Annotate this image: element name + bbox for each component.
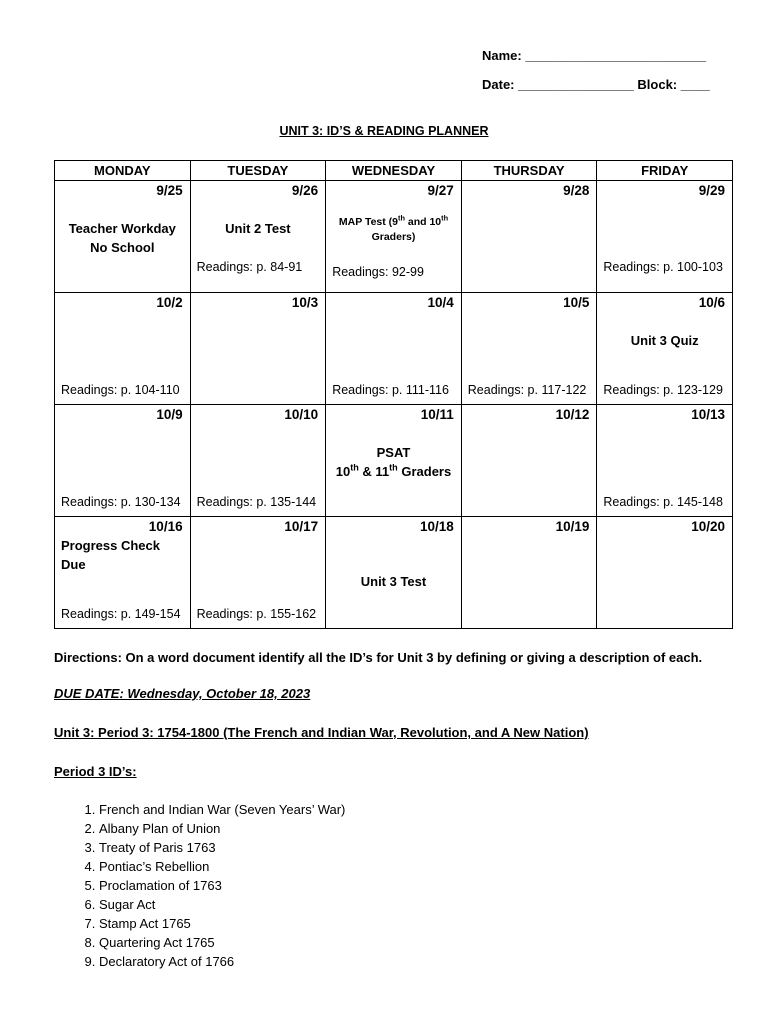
day-header-friday: FRIDAY xyxy=(597,161,733,181)
calendar-week-row xyxy=(55,405,733,517)
calendar-day-cell xyxy=(55,293,191,405)
calendar-day-cell xyxy=(597,293,733,405)
calendar-day-cell xyxy=(461,181,597,293)
list-item: 3. Treaty of Paris 1763 xyxy=(99,838,345,857)
day-event: Progress Check Due xyxy=(61,538,160,572)
calendar-day-cell xyxy=(326,181,462,293)
unit-period-heading: Unit 3: Period 3: 1754-1800 (The French and Indian War, Revolution, and A New Nation) xyxy=(54,725,589,740)
day-date: 10/4 xyxy=(427,295,454,310)
calendar-week-row xyxy=(55,181,733,293)
calendar-week-row xyxy=(55,517,733,629)
day-reading: Readings: p. 130-134 xyxy=(61,495,181,509)
day-date: 9/26 xyxy=(291,183,319,198)
calendar-day-cell xyxy=(326,517,462,629)
day-header-thursday: THURSDAY xyxy=(461,161,597,181)
calendar-day-cell xyxy=(190,181,326,293)
day-date: 10/6 xyxy=(698,295,725,310)
calendar-day-cell xyxy=(326,405,462,517)
calendar-day-cell xyxy=(190,405,326,517)
day-reading: Readings: p. 100-103 xyxy=(603,260,723,274)
event-line: No School xyxy=(90,240,155,255)
day-date: 10/17 xyxy=(284,519,319,534)
list-item: 7. Stamp Act 1765 xyxy=(99,914,345,933)
day-date: 10/2 xyxy=(156,295,183,310)
list-item: 6. Sugar Act xyxy=(99,895,345,914)
day-reading: Readings: p. 84-91 xyxy=(196,260,303,274)
event-line: Teacher Workday xyxy=(68,221,176,236)
calendar-day-cell xyxy=(55,517,191,629)
directions-text: Directions: On a word document identify all the ID’s for Unit 3 by defining or giving a description of each. xyxy=(54,650,703,665)
day-reading: Readings: p. 111-116 xyxy=(332,383,449,397)
day-event: Unit 3 Quiz xyxy=(630,333,699,348)
list-item: 5. Proclamation of 1763 xyxy=(99,876,345,895)
day-date: 9/27 xyxy=(427,183,454,198)
day-header-monday: MONDAY xyxy=(55,161,191,181)
id-list xyxy=(54,800,345,971)
list-item: 8. Quartering Act 1765 xyxy=(99,933,345,952)
calendar-day-cell xyxy=(190,517,326,629)
date-block-field-label: Date: ________________ Block: ____ xyxy=(482,77,710,92)
calendar-day-cell xyxy=(461,517,597,629)
day-reading: Readings: p. 145-148 xyxy=(603,495,723,509)
day-date: 10/12 xyxy=(555,407,590,422)
day-event: MAP Test (9th and 10th Graders) xyxy=(338,213,449,243)
list-item: 4. Pontiac’s Rebellion xyxy=(99,857,345,876)
list-item: 2. Albany Plan of Union xyxy=(99,819,345,838)
reading-calendar xyxy=(54,160,733,629)
day-reading: Readings: p. 123-129 xyxy=(603,383,723,397)
day-event: Unit 3 Test xyxy=(360,574,427,589)
day-reading: Readings: p. 135-144 xyxy=(196,495,317,509)
calendar-day-cell xyxy=(597,181,733,293)
day-event: PSAT 10th & 11th Graders xyxy=(335,445,452,479)
page-title: UNIT 3: ID’S & READING PLANNER xyxy=(279,124,489,138)
day-reading: Readings: p. 117-122 xyxy=(467,383,587,397)
day-date: 9/28 xyxy=(563,183,590,198)
day-header-tuesday: TUESDAY xyxy=(190,161,326,181)
day-reading: Readings: p. 149-154 xyxy=(61,607,181,621)
day-date: 10/3 xyxy=(291,295,319,310)
day-header-wednesday: WEDNESDAY xyxy=(326,161,462,181)
day-reading: Readings: 92-99 xyxy=(332,265,424,279)
day-event: Unit 2 Test xyxy=(225,221,291,236)
list-item: 1. French and Indian War (Seven Years’ War) xyxy=(99,800,345,819)
day-date: 9/25 xyxy=(156,183,183,198)
calendar-day-cell xyxy=(326,293,462,405)
day-date: 10/13 xyxy=(691,407,725,422)
day-date: 10/20 xyxy=(691,519,725,534)
day-date: 10/18 xyxy=(419,519,454,534)
calendar-day-cell xyxy=(597,517,733,629)
period-ids-heading: Period 3 ID’s: xyxy=(54,764,137,779)
calendar-day-cell xyxy=(597,405,733,517)
calendar-day-cell xyxy=(461,293,597,405)
day-date: 10/5 xyxy=(563,295,590,310)
day-reading: Readings: p. 104-110 xyxy=(61,383,180,397)
day-date: 9/29 xyxy=(698,183,725,198)
calendar-week-row xyxy=(55,293,733,405)
calendar-day-cell xyxy=(190,293,326,405)
list-item: 9. Declaratory Act of 1766 xyxy=(99,952,345,971)
calendar-header-row xyxy=(55,161,733,181)
day-date: 10/16 xyxy=(148,519,183,534)
calendar-day-cell xyxy=(55,181,191,293)
calendar-day-cell xyxy=(55,405,191,517)
day-date: 10/11 xyxy=(420,407,454,422)
due-date: DUE DATE: Wednesday, October 18, 2023 xyxy=(54,686,311,701)
day-event xyxy=(57,219,188,257)
day-date: 10/19 xyxy=(555,519,590,534)
name-field-label: Name: _________________________ xyxy=(482,48,707,63)
day-date: 10/9 xyxy=(156,407,183,422)
day-reading: Readings: p. 155-162 xyxy=(196,607,317,621)
calendar-day-cell xyxy=(461,405,597,517)
day-date: 10/10 xyxy=(284,407,319,422)
